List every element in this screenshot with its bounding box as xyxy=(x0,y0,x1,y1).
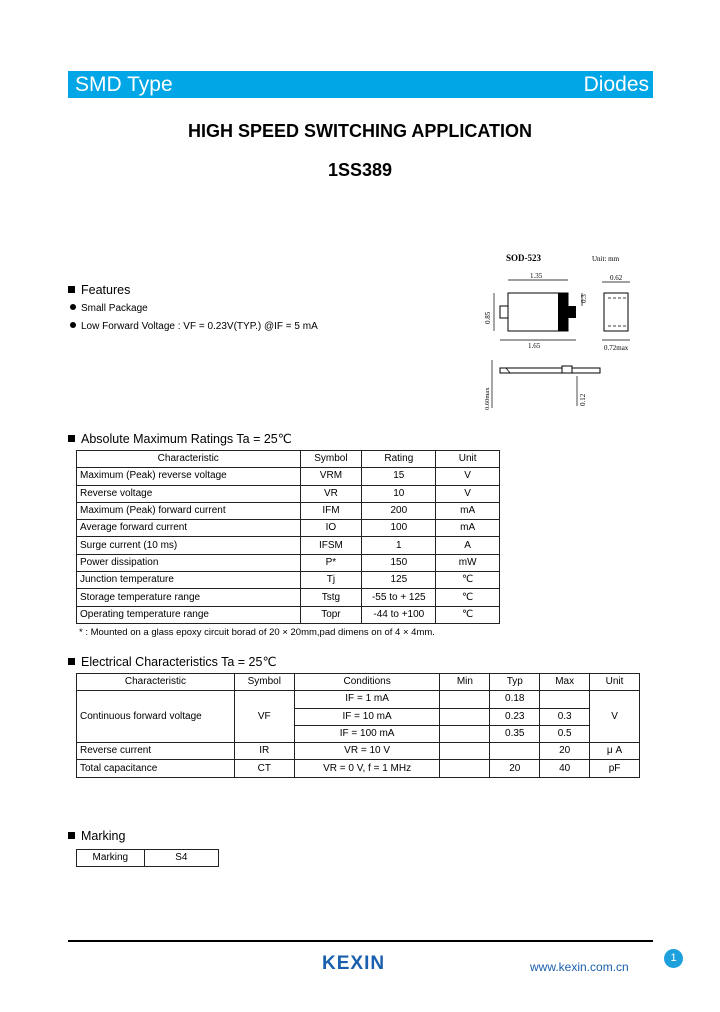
dim-left-vert: 0.60max xyxy=(484,387,491,410)
cell: 10 xyxy=(362,485,436,502)
cell: Maximum (Peak) reverse voltage xyxy=(77,468,301,485)
header-cell: Conditions xyxy=(294,674,440,691)
cell: 0.18 xyxy=(490,691,540,708)
company-logo: KEXIN xyxy=(322,953,386,974)
table-row xyxy=(77,850,219,867)
footer-divider xyxy=(68,940,653,942)
cell: Power dissipation xyxy=(77,554,301,571)
cell: 15 xyxy=(362,468,436,485)
cell: P* xyxy=(300,554,362,571)
cell: ℃ xyxy=(436,589,500,606)
cell: Operating temperature range xyxy=(77,606,301,623)
header-cell: Max xyxy=(540,674,590,691)
header-cell: Rating xyxy=(362,451,436,468)
header-cell: Characteristic xyxy=(77,674,235,691)
cell: 100 xyxy=(362,520,436,537)
dim-side-bottom: 0.72max xyxy=(604,344,629,352)
cell xyxy=(440,760,490,777)
cell: V xyxy=(436,468,500,485)
cell xyxy=(440,708,490,725)
product-type: SMD Type xyxy=(75,73,173,96)
table-row xyxy=(77,485,500,502)
section-bullet-icon xyxy=(68,286,75,293)
cell: VR = 10 V xyxy=(294,743,440,760)
header-cell: Typ xyxy=(490,674,540,691)
cell: 20 xyxy=(490,760,540,777)
dim-small: 0.3 xyxy=(580,294,588,303)
product-category: Diodes xyxy=(583,73,649,96)
cell: CT xyxy=(234,760,294,777)
cell: pF xyxy=(590,760,640,777)
feature-item: Small Package xyxy=(70,303,148,314)
header-cell: Symbol xyxy=(300,451,362,468)
abs-max-table xyxy=(76,450,500,624)
cell: VF xyxy=(234,691,294,743)
cell: IF = 100 mA xyxy=(294,725,440,742)
page-title: HIGH SPEED SWITCHING APPLICATION xyxy=(187,121,532,141)
cell: IO xyxy=(300,520,362,537)
page-number: 1 xyxy=(664,949,683,968)
table-row xyxy=(77,520,500,537)
cell: 0.35 xyxy=(490,725,540,742)
cell: 1 xyxy=(362,537,436,554)
cell: Marking xyxy=(77,850,145,867)
cell: IF = 1 mA xyxy=(294,691,440,708)
cell: 0.23 xyxy=(490,708,540,725)
cell: IFSM xyxy=(300,537,362,554)
header-cell: Characteristic xyxy=(77,451,301,468)
dim-right-vert: 0.12 xyxy=(579,393,587,406)
elec-table xyxy=(76,673,640,778)
cell: IR xyxy=(234,743,294,760)
cell: Average forward current xyxy=(77,520,301,537)
header-banner xyxy=(68,71,653,98)
elec-heading: Electrical Characteristics Ta = 25℃ xyxy=(68,654,276,669)
cell xyxy=(540,691,590,708)
dim-side-top: 0.62 xyxy=(610,274,623,282)
table-row xyxy=(77,537,500,554)
table-row xyxy=(77,468,500,485)
bullet-icon xyxy=(70,304,76,310)
table-row xyxy=(77,743,640,760)
bullet-icon xyxy=(70,322,76,328)
table-header-row xyxy=(77,451,500,468)
feature-item: Low Forward Voltage : VF = 0.23V(TYP.) @IF = 5 mA xyxy=(70,321,318,332)
cell: Topr xyxy=(300,606,362,623)
cell: Tj xyxy=(300,572,362,589)
cell: 150 xyxy=(362,554,436,571)
cell: Reverse voltage xyxy=(77,485,301,502)
cell: Continuous forward voltage xyxy=(77,691,235,743)
package-outline-drawing xyxy=(470,248,645,418)
table-row xyxy=(77,606,500,623)
cell: μ A xyxy=(590,743,640,760)
cell: IFM xyxy=(300,502,362,519)
cell xyxy=(440,725,490,742)
section-bullet-icon xyxy=(68,658,75,665)
cell: S4 xyxy=(144,850,218,867)
cell xyxy=(490,743,540,760)
cell: -55 to + 125 xyxy=(362,589,436,606)
cell: A xyxy=(436,537,500,554)
table-header-row xyxy=(77,674,640,691)
header-cell: Unit xyxy=(436,451,500,468)
cell: 40 xyxy=(540,760,590,777)
part-number: 1SS389 xyxy=(327,160,393,180)
dim-top: 1.35 xyxy=(530,272,543,280)
cell xyxy=(440,691,490,708)
cell: VR = 0 V, f = 1 MHz xyxy=(294,760,440,777)
header-cell: Symbol xyxy=(234,674,294,691)
abs-max-heading: Absolute Maximum Ratings Ta = 25℃ xyxy=(68,431,292,446)
cell: 0.5 xyxy=(540,725,590,742)
table-row xyxy=(77,589,500,606)
cell: Junction temperature xyxy=(77,572,301,589)
marking-heading: Marking xyxy=(68,829,125,843)
cell: VRM xyxy=(300,468,362,485)
section-bullet-icon xyxy=(68,832,75,839)
cell: Surge current (10 ms) xyxy=(77,537,301,554)
cell: ℃ xyxy=(436,572,500,589)
cell xyxy=(440,743,490,760)
cell: Tstg xyxy=(300,589,362,606)
cell: IF = 10 mA xyxy=(294,708,440,725)
cell: V xyxy=(590,691,640,743)
table-row xyxy=(77,760,640,777)
cell: mA xyxy=(436,520,500,537)
cell: Storage temperature range xyxy=(77,589,301,606)
cell: mW xyxy=(436,554,500,571)
table-row xyxy=(77,572,500,589)
cell: Maximum (Peak) forward current xyxy=(77,502,301,519)
cell: 0.3 xyxy=(540,708,590,725)
abs-max-footnote: * : Mounted on a glass epoxy circuit borad of 20 × 20mm,pad dimens on of 4 × 4mm. xyxy=(79,627,435,638)
dim-length: 1.65 xyxy=(528,342,541,350)
cell: 20 xyxy=(540,743,590,760)
marking-table xyxy=(76,849,219,867)
dim-height: 0.85 xyxy=(484,311,492,324)
table-row xyxy=(77,554,500,571)
section-bullet-icon xyxy=(68,435,75,442)
table-row xyxy=(77,691,640,708)
cell: V xyxy=(436,485,500,502)
cell: 200 xyxy=(362,502,436,519)
table-row xyxy=(77,502,500,519)
package-name: SOD-523 xyxy=(506,253,542,263)
cell: -44 to +100 xyxy=(362,606,436,623)
header-cell: Unit xyxy=(590,674,640,691)
cell: 125 xyxy=(362,572,436,589)
cell: mA xyxy=(436,502,500,519)
cell: ℃ xyxy=(436,606,500,623)
features-heading: Features xyxy=(68,283,130,297)
header-cell: Min xyxy=(440,674,490,691)
cell: Total capacitance xyxy=(77,760,235,777)
website-link[interactable]: www.kexin.com.cn xyxy=(530,960,629,974)
cell: VR xyxy=(300,485,362,502)
cell: Reverse current xyxy=(77,743,235,760)
unit-label: Unit: mm xyxy=(592,255,620,263)
